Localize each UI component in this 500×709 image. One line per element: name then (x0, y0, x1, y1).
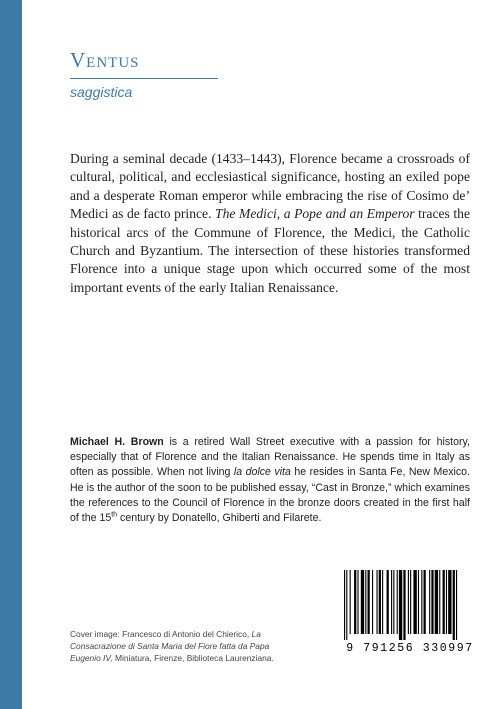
barcode-bar (368, 570, 370, 634)
barcode-bar (443, 570, 445, 634)
barcode-bar (439, 570, 440, 634)
credit-work-title: La Consacrazione di Santa Maria del Fiore fatta da Papa Eugenio IV, (70, 629, 270, 663)
blurb-book-title: The Medici, a Pope and an Emperor (215, 206, 415, 222)
barcode-bar (393, 570, 394, 634)
barcode-bar (418, 570, 419, 634)
author-bio-text-1: is a retired Wall Street executive with a passion for history, especially that of Florence and the Italian Renaissance. He spends time in Italy as often as possible. When not living (70, 436, 470, 479)
publisher-name: Ventus (70, 48, 140, 72)
barcode-bar (421, 570, 422, 634)
barcode-bar (350, 570, 351, 634)
barcode-bar (382, 570, 383, 634)
barcode-bar (413, 570, 416, 634)
isbn-barcode (340, 570, 480, 661)
barcode-bar (424, 570, 426, 634)
barcode-bar (453, 570, 455, 640)
barcode-bar (387, 570, 389, 634)
barcode-bar (456, 570, 457, 640)
author-bio (70, 435, 470, 526)
barcode-bar (365, 570, 366, 634)
spine-bar (0, 0, 22, 709)
blurb-text-1: During a seminal decade (1433–1443), Florence became a crossroads of cultural, political, and ecclesiastical significance, hosting an exiled pope and a desperate Roman emperor while embracing the rise of Cosimo de’ Medici as de facto prince. (70, 151, 470, 222)
barcode-bar (397, 570, 398, 634)
publisher-block (70, 48, 220, 101)
barcode-bar (379, 570, 381, 634)
barcode-bar (357, 570, 358, 634)
cover-image-credit (70, 628, 285, 664)
credit-suffix: Miniatura, Firenze, Biblioteca Laurenziana. (112, 653, 274, 663)
barcode-bar (410, 570, 411, 634)
barcode-bar (372, 570, 373, 634)
back-cover-blurb (70, 150, 470, 297)
author-bio-italic: la dolce vita (233, 466, 291, 479)
author-bio-superscript: th (111, 511, 118, 519)
author-name: Michael H. Brown (70, 436, 164, 448)
barcode-bars (340, 570, 480, 642)
publisher-rule (70, 78, 218, 79)
credit-prefix: Cover image: Francesco di Antonio del Chierico, (70, 629, 252, 639)
barcode-bar (446, 570, 447, 634)
blurb-text-2: traces the historical arcs of the Commune of Florence, the Medici, the Catholic Church and Byzantium. The intersection of these histories transformed Florence into a unique stage upon which occurred some of the most important events of the early Italian Renaissance. (70, 206, 470, 295)
barcode-bar (391, 570, 392, 634)
barcode-bar (399, 570, 402, 640)
barcode-bar (435, 570, 438, 634)
barcode-bar (429, 570, 430, 634)
barcode-bar (448, 570, 451, 634)
barcode-bar (346, 570, 347, 640)
barcode-bar (408, 570, 409, 634)
barcode-bar (361, 570, 364, 634)
barcode-digits: 9 791256 330997 (346, 642, 474, 655)
author-bio-text-3: century by Donatello, Ghiberti and Filarete. (117, 512, 322, 525)
barcode-bar (354, 570, 356, 634)
barcode-bar (376, 570, 377, 634)
barcode-bar (403, 570, 405, 640)
author-bio-text-2: he resides in Santa Fe, New Mexico. He is the author of the soon to be published essay, “Cast in Bronze,” which examines the references to the Council of Florence in the bronze doors created in the first half of the 15 (70, 466, 471, 525)
barcode-bar (344, 570, 345, 640)
series-name: saggistica (70, 84, 133, 100)
barcode-bar (431, 570, 433, 634)
